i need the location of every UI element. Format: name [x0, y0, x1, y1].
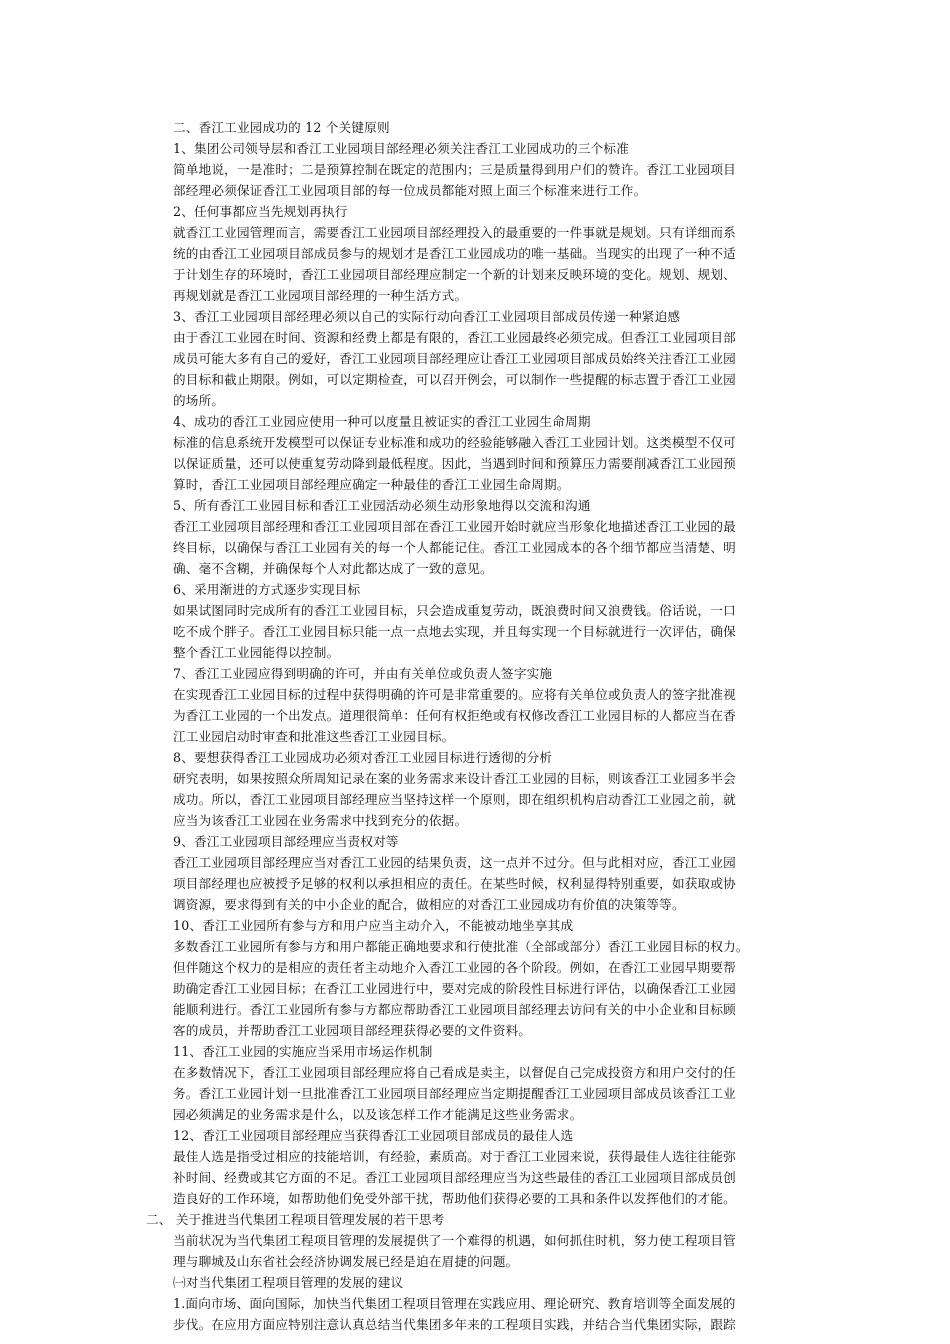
principle-heading: 11、香江工业园的实施应当采用市场运作机制	[173, 1044, 433, 1059]
paragraph-line: 步伐。在应用方面应特别注意认真总结当代集团多年来的工程项目实践，并结合当代集团实际，跟踪	[173, 1317, 736, 1332]
paragraph-line: 造良好的工作环境，如帮助他们免受外部干扰，帮助他们获得必要的工具和条件以发挥他们的才能。	[173, 1191, 736, 1206]
paragraph-line: 江工业园启动时审查和批准这些香江工业园目标。	[173, 729, 455, 744]
paragraph-line: 算时，香江工业园项目部经理应确定一种最佳的香江工业园生命周期。	[173, 477, 570, 492]
principle-heading: 2、任何事都应当先规划再执行	[173, 204, 348, 219]
paragraph-line: 部经理必须保证香江工业园项目部的每一位成员都能对照上面三个标准来进行工作。	[173, 183, 647, 198]
paragraph-line: 的目标和截止期限。例如，可以定期检查，可以召开例会，可以制作一些提醒的标志置于香江工业园	[173, 372, 736, 387]
paragraph-line: 助确定香江工业园目标；在香江工业园进行中，要对完成的阶段性目标进行评估，以确保香江工业园	[173, 981, 736, 996]
principle-heading: 8、要想获得香江工业园成功必须对香江工业园目标进行透彻的分析	[173, 750, 553, 765]
paragraph-line: 在多数情况下，香江工业园项目部经理应将自己看成是卖主，以督促自己完成投资方和用户交付的任	[173, 1065, 736, 1080]
principle-heading: 6、采用渐进的方式逐步实现目标	[173, 582, 361, 597]
paragraph-line: 香江工业园项目部经理应当对香江工业园的结果负责，这一点并不过分。但与此相对应，香江工业园	[173, 855, 736, 870]
paragraph-line: 的场所。	[173, 393, 225, 408]
paragraph-line: 客的成员，并帮助香江工业园项目部经理获得必要的文件资料。	[173, 1023, 532, 1038]
paragraph-line: 吃不成个胖子。香江工业园目标只能一点一点地去实现，并且每实现一个目标就进行一次评估，确保	[173, 624, 736, 639]
principle-heading: 5、所有香江工业园目标和香江工业园活动必须生动形象地得以交流和沟通	[173, 498, 591, 513]
principle-heading: 3、香江工业园项目部经理必须以自己的实际行动向香江工业园项目部成员传递一种紧迫感	[173, 309, 681, 324]
principle-heading: 4、成功的香江工业园应使用一种可以度量且被证实的香江工业园生命周期	[173, 414, 591, 429]
paragraph-line: 标准的信息系统开发模型可以保证专业标准和成功的经验能够融入香江工业园计划。这类模型不仅可	[173, 435, 736, 450]
section-heading: 二、 关于推进当代集团工程项目管理发展的若干思考	[146, 1212, 445, 1227]
paragraph-line: 务。香江工业园计划一旦批准香江工业园项目部经理应当定期提醒香江工业园项目部成员该香江工业	[173, 1086, 736, 1101]
paragraph-line: 整个香江工业园能得以控制。	[173, 645, 340, 660]
paragraph-line: 由于香江工业园在时间、资源和经费上都是有限的，香江工业园最终必须完成。但香江工业园项目部	[173, 330, 736, 345]
subsection-heading: ㈠对当代集团工程项目管理的发展的建议	[173, 1275, 404, 1290]
paragraph-line: 当前状况为当代集团工程项目管理的发展提供了一个难得的机遇，如何抓住时机，努力使工程项目管	[173, 1233, 736, 1248]
paragraph-line: 调资源，要求得到有关的中小企业的配合，做相应的对香江工业园成功有价值的决策等等。	[173, 897, 685, 912]
principle-heading: 10、香江工业园所有参与方和用户应当主动介入，不能被动地坐享其成	[173, 918, 574, 933]
paragraph-line: 1.面向市场、面向国际，加快当代集团工程项目管理在实践应用、理论研究、教育培训等全面发展的	[173, 1296, 736, 1311]
paragraph-line: 成功。所以，香江工业园项目部经理应当坚持这样一个原则，即在组织机构启动香江工业园之前，就	[173, 792, 736, 807]
paragraph-line: 补时间、经费或其它方面的不足。香江工业园项目部经理应当为这些最佳的香江工业园项目部成员创	[173, 1170, 736, 1185]
paragraph-line: 项目部经理也应被授予足够的权利以承担相应的责任。在某些时候，权利显得特别重要，如获取或协	[173, 876, 736, 891]
paragraph-line: 统的由香江工业园项目部成员参与的规划才是香江工业园成功的唯一基础。当现实的出现了一种不适	[173, 246, 736, 261]
paragraph-line: 园必须满足的业务需求是什么，以及该怎样工作才能满足这些业务需求。	[173, 1107, 583, 1122]
section-heading: 二、香江工业园成功的 12 个关键原则	[173, 120, 390, 135]
paragraph-line: 如果试图同时完成所有的香江工业园目标，只会造成重复劳动，既浪费时间又浪费钱。俗话说，一口	[173, 603, 736, 618]
paragraph-line: 最佳人选是指受过相应的技能培训，有经验，素质高。对于香江工业园来说，获得最佳人选往往能弥	[173, 1149, 736, 1164]
paragraph-line: 能顺利进行。香江工业园所有参与方都应帮助香江工业园项目部经理去访问有关的中小企业和目标顾	[173, 1002, 736, 1017]
paragraph-line: 成员可能大多有自己的爱好，香江工业园项目部经理应让香江工业园项目部成员始终关注香江工业园	[173, 351, 736, 366]
principle-heading: 1、集团公司领导层和香江工业园项目部经理必须关注香江工业园成功的三个标准	[173, 141, 629, 156]
paragraph-line: 就香江工业园管理而言，需要香江工业园项目部经理投入的最重要的一件事就是规划。只有详细而系	[173, 225, 736, 240]
paragraph-line: 研究表明，如果按照众所周知记录在案的业务需求来设计香江工业园的目标，则该香江工业园多半会	[173, 771, 736, 786]
paragraph-line: 终目标，以确保与香江工业园有关的每一个人都能记住。香江工业园成本的各个细节都应当清楚、明	[173, 540, 736, 555]
paragraph-line: 应当为该香江工业园在业务需求中找到充分的依据。	[173, 813, 468, 828]
paragraph-line: 香江工业园项目部经理和香江工业园项目部在香江工业园开始时就应当形象化地描述香江工业园的最	[173, 519, 736, 534]
paragraph-line: 于计划生存的环境时，香江工业园项目部经理应制定一个新的计划来反映环境的变化。规划、规划、	[173, 267, 736, 282]
paragraph-line: 在实现香江工业园目标的过程中获得明确的许可是非常重要的。应将有关单位或负责人的签字批准视	[173, 687, 736, 702]
principle-heading: 7、香江工业园应得到明确的许可，并由有关单位或负责人签字实施	[173, 666, 553, 681]
principle-heading: 12、香江工业园项目部经理应当获得香江工业园项目部成员的最佳人选	[173, 1128, 574, 1143]
paragraph-line: 多数香江工业园所有参与方和用户都能正确地要求和行使批准（全部或部分）香江工业园目标的权力。	[173, 939, 749, 954]
paragraph-line: 再规划就是香江工业园项目部经理的一种生活方式。	[173, 288, 468, 303]
paragraph-line: 确、毫不含糊，并确保每个人对此都达成了一致的意见。	[173, 561, 493, 576]
paragraph-line: 简单地说，一是准时；二是预算控制在既定的范围内；三是质量得到用户们的赞许。香江工业园项目	[173, 162, 736, 177]
principle-heading: 9、香江工业园项目部经理应当责权对等	[173, 834, 399, 849]
paragraph-line: 但伴随这个权力的是相应的责任者主动地介入香江工业园的各个阶段。例如，在香江工业园早期要帮	[173, 960, 736, 975]
paragraph-line: 以保证质量，还可以使重复劳动降到最低程度。因此，当遇到时间和预算压力需要削减香江工业园预	[173, 456, 736, 471]
paragraph-line: 理与聊城及山东省社会经济协调发展已经是迫在眉捷的问题。	[173, 1254, 519, 1269]
paragraph-line: 为香江工业园的一个出发点。道理很简单：任何有权拒绝或有权修改香江工业园目标的人都应当在香	[173, 708, 736, 723]
